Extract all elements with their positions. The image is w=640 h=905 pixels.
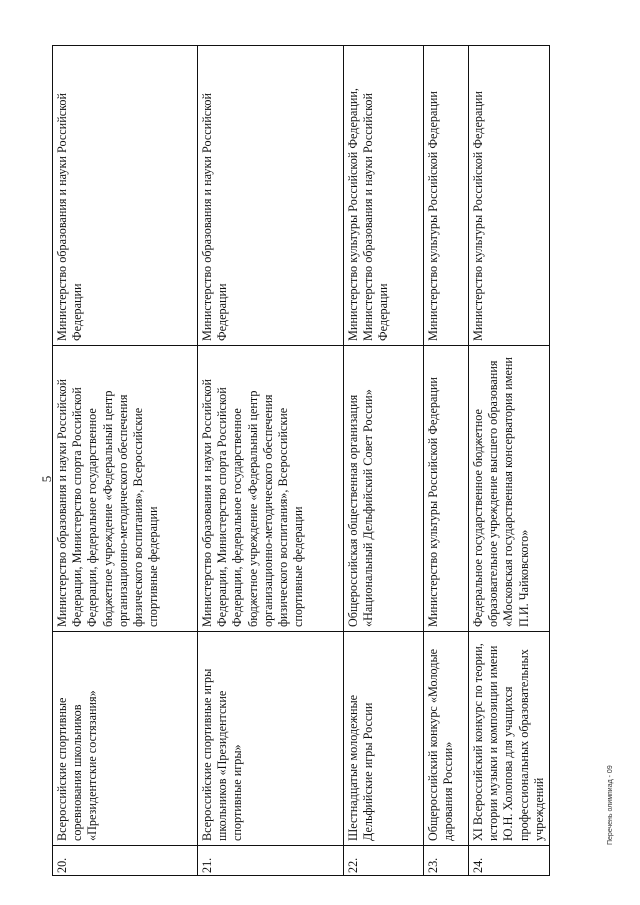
event-name: Общероссийский конкурс «Молодые дарования России»	[424, 632, 469, 846]
row-number: 20.	[53, 846, 198, 876]
event-name: XI Всероссийский конкурс по теории, истории музыки и композиции имени Ю.Н. Холопова для учащихся профессиональных образовательных учреждений	[469, 632, 550, 846]
organizers: Министерство культуры Российской Федерации	[424, 346, 469, 632]
footer-note: Перечень олимпиад - 09	[607, 765, 614, 845]
organizers: Министерство образования и науки Российской Федерации, Министерство спорта Российской Федерации, федеральное государственное бюджетное учреждение «Федеральный центр организационно-методического обеспечения физического воспитания», Всероссийские спортивные федерации	[198, 346, 344, 632]
table-row	[53, 46, 198, 876]
row-number: 23.	[424, 846, 469, 876]
responsible-ministry: Министерство образования и науки Российской Федерации	[198, 46, 344, 346]
event-name: Всероссийские спортивные игры школьников «Президентские спортивные игры»	[198, 632, 344, 846]
table-row	[469, 46, 550, 876]
table-row	[344, 46, 424, 876]
responsible-ministry: Министерство образования и науки Российской Федерации	[53, 46, 198, 346]
responsible-ministry: Министерство культуры Российской Федерации, Министерство образования и науки Российской Федерации	[344, 46, 424, 346]
event-name: Шестнадцатые молодежные Дельфийские игры России	[344, 632, 424, 846]
table-row	[424, 46, 469, 876]
organizers: Федеральное государственное бюджетное образовательное учреждение высшего образования «Московская государственная консерватория имени П.И. Чайковского»	[469, 346, 550, 632]
table-row	[198, 46, 344, 876]
row-number: 22.	[344, 846, 424, 876]
olympiad-table-rotated	[52, 46, 546, 876]
organizers: Министерство образования и науки Российской Федерации, Министерство спорта Российской Федерации, федеральное государственное бюджетное учреждение «Федеральный центр организационно-методического обеспечения физического воспитания», Всероссийские спортивные федерации	[53, 346, 198, 632]
olympiad-table	[52, 45, 550, 876]
responsible-ministry: Министерство культуры Российской Федерации	[424, 46, 469, 346]
page-number: 5	[39, 475, 54, 483]
event-name: Всероссийские спортивные соревнования школьников «Президентские состязания»	[53, 632, 198, 846]
responsible-ministry: Министерство культуры Российской Федерации	[469, 46, 550, 346]
row-number: 21.	[198, 846, 344, 876]
organizers: Общероссийская общественная организация «Национальный Дельфийский Совет России»	[344, 346, 424, 632]
row-number: 24.	[469, 846, 550, 876]
